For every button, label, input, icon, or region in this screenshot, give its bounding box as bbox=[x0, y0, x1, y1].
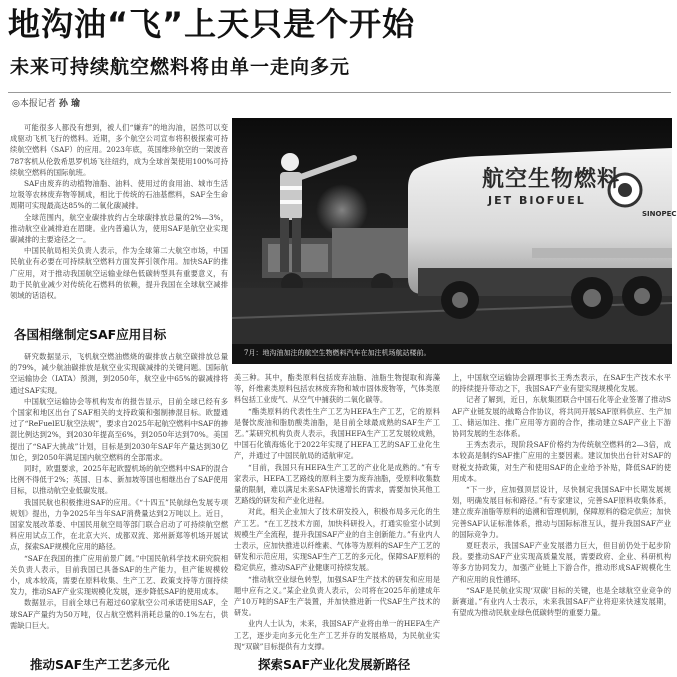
paragraph: 中国民航局相关负责人表示，作为全球第二大航空市场，中国民航业有必要在可持续航空燃料方面发挥引领作用。加快SAF的推广应用，对于推动我国航空运输业绿色低碳转型具有重要意义，有助于民航业减少对传统化石燃料的依赖，提升我国在全球航空减排领域的话语权。 bbox=[10, 246, 228, 301]
column-2 bbox=[234, 372, 440, 652]
paragraph: 王秀杰表示，现阶段SAF价格约为传统航空燃料的2—3倍，成本较高是制约SAF推广应用的主要因素。建议加快出台针对SAF的财税支持政策，对生产和使用SAF的企业给予补贴，降低SAF的使用成本。 bbox=[452, 440, 671, 483]
section-title-process: 推动SAF生产工艺多元化 bbox=[30, 657, 170, 672]
header-divider bbox=[8, 92, 671, 93]
photo-illustration bbox=[232, 118, 672, 364]
paragraph: 中国航空运输协会等机构发布的报告显示，目前全球已经有多个国家和地区出台了SAF相关的支持政策和强制掺混目标。欧盟通过了“ReFuelEU航空法规”，要求自2025年起航空燃料中SAF的掺混比例达到2%，到2030年提高至6%，到2050年达到70%。美国提出了“SAF大挑战”计划，目标是到2030年SAF年产量达到30亿加仑，到2050年满足国内航空燃料的全部需求。 bbox=[10, 396, 228, 462]
paragraph: 业内人士认为，未来，我国SAF产业将由单一的HEFA生产工艺，逐步走向多元化生产工艺并存的发展格局，为民航业实现“双碳”目标提供有力支撑。 bbox=[234, 619, 440, 651]
paragraph: 数据显示，目前全球已有超过60家航空公司承诺使用SAF，全球SAF产量约为50万吨，仅占航空燃料消耗总量的0.1%左右，供需缺口巨大。 bbox=[10, 598, 228, 630]
byline-label: ◎本报记者 bbox=[12, 99, 56, 109]
paragraph: 记者了解到，近日，东航集团联合中国石化等企业签署了推动SAF产业链发展的战略合作协议，将共同开展SAF原料供应、生产加工、储运加注、推广应用等方面的合作，推动建立SAF产业上下游协同发展的生态体系。 bbox=[452, 395, 671, 439]
tank-label-en: JET BIOFUEL bbox=[488, 194, 586, 207]
paragraph: 上，中国航空运输协会副理事长王秀杰表示，在SAF生产技术水平的持续提升带动之下，我国SAF产业有望实现规模化发展。 bbox=[452, 373, 671, 394]
paragraph: “推动航空业绿色转型，加强SAF生产技术的研发和应用是题中应有之义。”某企业负责人表示，公司将在2025年前建成年产10万吨的SAF生产装置，并加快推进新一代SAF生产技术的研发。 bbox=[234, 574, 440, 618]
tank-label-cn: 航空生物燃料 bbox=[482, 167, 621, 192]
paragraph: “SAF是民航业实现‘双碳’目标的关键，也是全球航空业竞争的新赛道。”有业内人士表示，未来我国SAF产业将迎来快速发展期，有望成为推动民航业绿色低碳转型的重要力量。 bbox=[452, 585, 671, 618]
section-title-targets: 各国相继制定SAF应用目标 bbox=[14, 327, 167, 342]
section-title-industrialization: 探索SAF产业化发展新路径 bbox=[258, 657, 411, 672]
paragraph: 全球范围内，航空业碳排放约占全球碳排放总量的2%—3%，推动航空业减排迫在眉睫。业内普遍认为，使用SAF是航空业实现碳减排的主要途径之一。 bbox=[10, 212, 228, 245]
byline-author: 孙 瑜 bbox=[58, 99, 80, 109]
article-photo bbox=[232, 118, 677, 364]
paragraph: “目前，我国只有HEFA生产工艺的产业化是成熟的。”有专家表示，HEFA工艺路线的原料主要为废弃油脂，受原料收集数量的限制，难以满足未来SAF快速增长的需求，需要加快其他工艺路线的研发和产业化进程。 bbox=[234, 462, 440, 506]
photo-caption: 7月：地沟油加注的航空生物燃料汽车在加注机场航站楼前。 bbox=[244, 349, 431, 357]
column-3 bbox=[452, 372, 671, 652]
subheadline: 未来可持续航空燃料将由单一走向多元 bbox=[10, 56, 351, 78]
paragraph: 美三种。其中，酯类原料包括废弃油脂、油脂生物提取和海藻等，纤维素类原料包括农林废弃物和城市固体废物等，气体类原料包括工业废气、从空气中捕获的二氧化碳等。 bbox=[234, 373, 440, 405]
paragraph: “SAF在我国的推广应用前景广阔。”中国民航科学技术研究院相关负责人表示，目前我国已具备SAF的生产能力，但产能规模较小，成本较高，需要在原料收集、生产工艺、政策支持等方面持续发力，推动SAF产业实现规模化发展，逐步降低SAF的使用成本。 bbox=[10, 553, 228, 597]
paragraph: 我国民航也积极推进SAF的应用。《“十四五”民航绿色发展专项规划》提出，力争2025年当年SAF消费量达到2万吨以上。近日，国家发展改革委、中国民用航空局等部门联合启动了可持续航空燃料应用试点工作，在北京大兴、成都双流、郑州新郑等机场开展试点，探索SAF规模化应用的路径。 bbox=[10, 497, 228, 552]
paragraph: SAF由废弃的动植物油脂、油料、使用过的食用油、城市生活垃圾等农林废弃物等制成，相比于传统的石油基燃料，SAF全生命周期可实现最高达85%的二氧化碳减排。 bbox=[10, 179, 228, 211]
paragraph: “酯类原料的代表性生产工艺为HEFA生产工艺，它的原料是餐饮废油和脂肪酸类油脂，是目前全球最成熟的SAF生产工艺。”某研究机构负责人表示，我国HEFA生产工艺发展较成熟，中国石化镇海炼化于2022年实现了HEFA工艺的SAF工业化生产，并通过了中国民航局的适航审定。 bbox=[234, 406, 440, 461]
paragraph: “下一步，应加强顶层设计，尽快制定我国SAF中长期发展规划，明确发展目标和路径。”有专家建议，完善SAF原料收集体系，建立废弃油脂等原料的追溯和管理机制，保障原料的稳定供应；加快完善SAF认证标准体系，推动与国际标准互认，提升我国SAF产业的国际竞争力。 bbox=[452, 485, 671, 539]
paragraph: 可能很多人都没有想到，被人们“嫌弃”的地沟油，居然可以变成驱动飞机飞行的燃料。近期，多个航空公司宣布将积极探索可持续航空燃料（SAF）的应用。2023年底，英国维珍航空的一架波音787客机从伦敦希思罗机场飞往纽约，成为全球首架使用100%可持续航空燃料的国际航班。 bbox=[10, 123, 228, 177]
paragraph: 同时，欧盟要求，2025年起欧盟机场的航空燃料中SAF的混合比例不得低于2%；英国、日本、新加坡等国也相继出台了SAF使用目标，以推动航空业低碳发展。 bbox=[10, 464, 228, 496]
paragraph: 研究数据显示，飞机航空燃油燃烧的碳排放占航空碳排放总量的79%，减少航油碳排放是航空业实现碳减排的关键问题。国际航空运输协会（IATA）预测，到2050年，航空业中65%的碳减排将通过SAF实现。 bbox=[10, 352, 228, 395]
byline bbox=[12, 98, 222, 110]
column-1-bottom bbox=[10, 318, 228, 652]
column-1-top bbox=[10, 122, 228, 318]
paragraph: 对此，相关企业加大了技术研发投入，积极布局多元化的生产工艺。“在工艺技术方面，加快科研投入，打通实验室小试到规模生产全流程，提升我国SAF产业的自主创新能力。”有业内人士表示，应加快推进以纤维素、气体等为原料的SAF生产工艺的研发和示范应用，实现SAF生产工艺的多元化，保障SAF原料的稳定供应，推动SAF产业健康可持续发展。 bbox=[234, 507, 440, 573]
tank-brand: SINOPEC bbox=[642, 210, 677, 218]
paragraph: 夏旺表示，我国SAF产业发展潜力巨大，但目前仍处于起步阶段。要推动SAF产业实现高质量发展，需要政府、企业、科研机构等多方协同发力，加强产业链上下游合作，推动形成SAF规模化生产和应用的良性循环。 bbox=[452, 541, 671, 584]
headline: 地沟油“飞”上天只是个开始 bbox=[8, 5, 416, 43]
